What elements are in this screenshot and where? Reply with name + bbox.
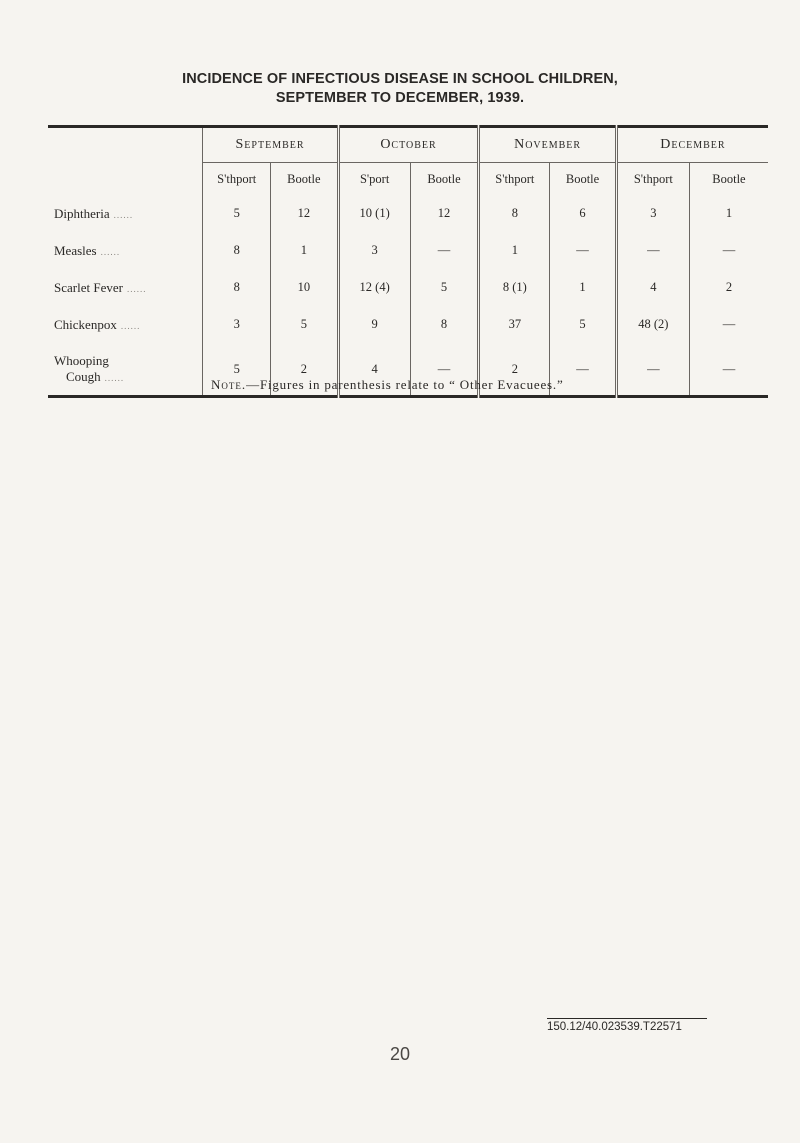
table-cell: 5 xyxy=(271,306,339,343)
month-header: December xyxy=(616,127,768,163)
note-text: —Figures in parenthesis relate to “ Other Evacuees.” xyxy=(246,377,564,392)
table-cell: — xyxy=(410,232,479,269)
table-cell: — xyxy=(616,232,689,269)
column-header: S'port xyxy=(338,163,410,196)
row-label xyxy=(48,269,203,306)
page-number: 20 xyxy=(389,1044,411,1064)
leader-dots: ...... xyxy=(126,283,147,294)
table-cell: 8 xyxy=(410,306,479,343)
incidence-table-wrapper xyxy=(48,125,768,398)
leader-dots: ...... xyxy=(100,246,121,257)
table-cell: 1 xyxy=(479,232,550,269)
table-cell: 1 xyxy=(550,269,617,306)
row-label-text: Whooping xyxy=(54,353,109,368)
row-label xyxy=(48,343,203,397)
table-cell: 10 (1) xyxy=(338,195,410,232)
column-header: Bootle xyxy=(271,163,339,196)
table-cell: 8 xyxy=(479,195,550,232)
table-cell: 12 xyxy=(271,195,339,232)
row-label-text: Measles ...... xyxy=(54,242,121,258)
leader-dots: ...... xyxy=(120,320,141,331)
table-cell: 5 xyxy=(410,269,479,306)
table-cell: — xyxy=(410,343,479,397)
table-cell: — xyxy=(689,343,768,397)
table-cell: 4 xyxy=(616,269,689,306)
table-cell: — xyxy=(550,343,617,397)
row-label xyxy=(48,306,203,343)
table-cell: 5 xyxy=(203,195,271,232)
table-cell: — xyxy=(616,343,689,397)
table-row xyxy=(48,195,768,232)
table-cell: — xyxy=(689,306,768,343)
printer-reference: 150.12/40.023539.T22571 xyxy=(547,1018,707,1033)
month-header: October xyxy=(338,127,479,163)
table-cell: 2 xyxy=(689,269,768,306)
table-body xyxy=(48,195,768,397)
table-cell: 5 xyxy=(550,306,617,343)
table-note xyxy=(211,377,564,393)
table-row xyxy=(48,269,768,306)
table-cell: 8 xyxy=(203,269,271,306)
corner-cell xyxy=(48,127,203,163)
table-cell: 2 xyxy=(479,343,550,397)
row-label xyxy=(48,195,203,232)
table-cell: 3 xyxy=(203,306,271,343)
month-header: September xyxy=(203,127,338,163)
table-cell: 1 xyxy=(689,195,768,232)
table-cell: 12 (4) xyxy=(338,269,410,306)
table-cell: 3 xyxy=(338,232,410,269)
table-cell: 9 xyxy=(338,306,410,343)
table-cell: 3 xyxy=(616,195,689,232)
month-header: November xyxy=(479,127,616,163)
table-cell: 10 xyxy=(271,269,339,306)
column-header: Bootle xyxy=(689,163,768,196)
table-cell: 6 xyxy=(550,195,617,232)
leader-dots: ...... xyxy=(104,373,125,383)
title-line-2: SEPTEMBER TO DECEMBER, 1939. xyxy=(275,90,525,106)
row-label-text: Scarlet Fever ...... xyxy=(54,279,147,295)
column-header: Bootle xyxy=(550,163,617,196)
table-cell: 37 xyxy=(479,306,550,343)
incidence-table xyxy=(48,125,768,398)
subheader-row xyxy=(48,163,768,196)
table-cell: 8 (1) xyxy=(479,269,550,306)
table-row xyxy=(48,232,768,269)
document-title xyxy=(0,70,800,108)
row-label xyxy=(48,232,203,269)
row-label-text: Chickenpox ...... xyxy=(54,316,141,332)
table-row xyxy=(48,306,768,343)
leader-dots: ...... xyxy=(113,209,134,220)
table-cell: 1 xyxy=(271,232,339,269)
row-label-text-2: Cough xyxy=(66,369,101,384)
table-cell: 48 (2) xyxy=(616,306,689,343)
corner-cell xyxy=(48,163,203,196)
table-cell: — xyxy=(689,232,768,269)
month-header-row xyxy=(48,127,768,163)
table-cell: 5 xyxy=(203,343,271,397)
table-cell: 4 xyxy=(338,343,410,397)
row-label-text: Diphtheria ...... xyxy=(54,205,134,221)
column-header: Bootle xyxy=(410,163,479,196)
table-cell: 2 xyxy=(271,343,339,397)
table-cell: 8 xyxy=(203,232,271,269)
column-header: S'thport xyxy=(203,163,271,196)
title-line-1: INCIDENCE OF INFECTIOUS DISEASE IN SCHOOL CHILDREN, xyxy=(182,71,618,87)
column-header: S'thport xyxy=(479,163,550,196)
table-cell: 12 xyxy=(410,195,479,232)
column-header: S'thport xyxy=(616,163,689,196)
note-prefix: Note. xyxy=(211,377,247,392)
table-cell: — xyxy=(550,232,617,269)
